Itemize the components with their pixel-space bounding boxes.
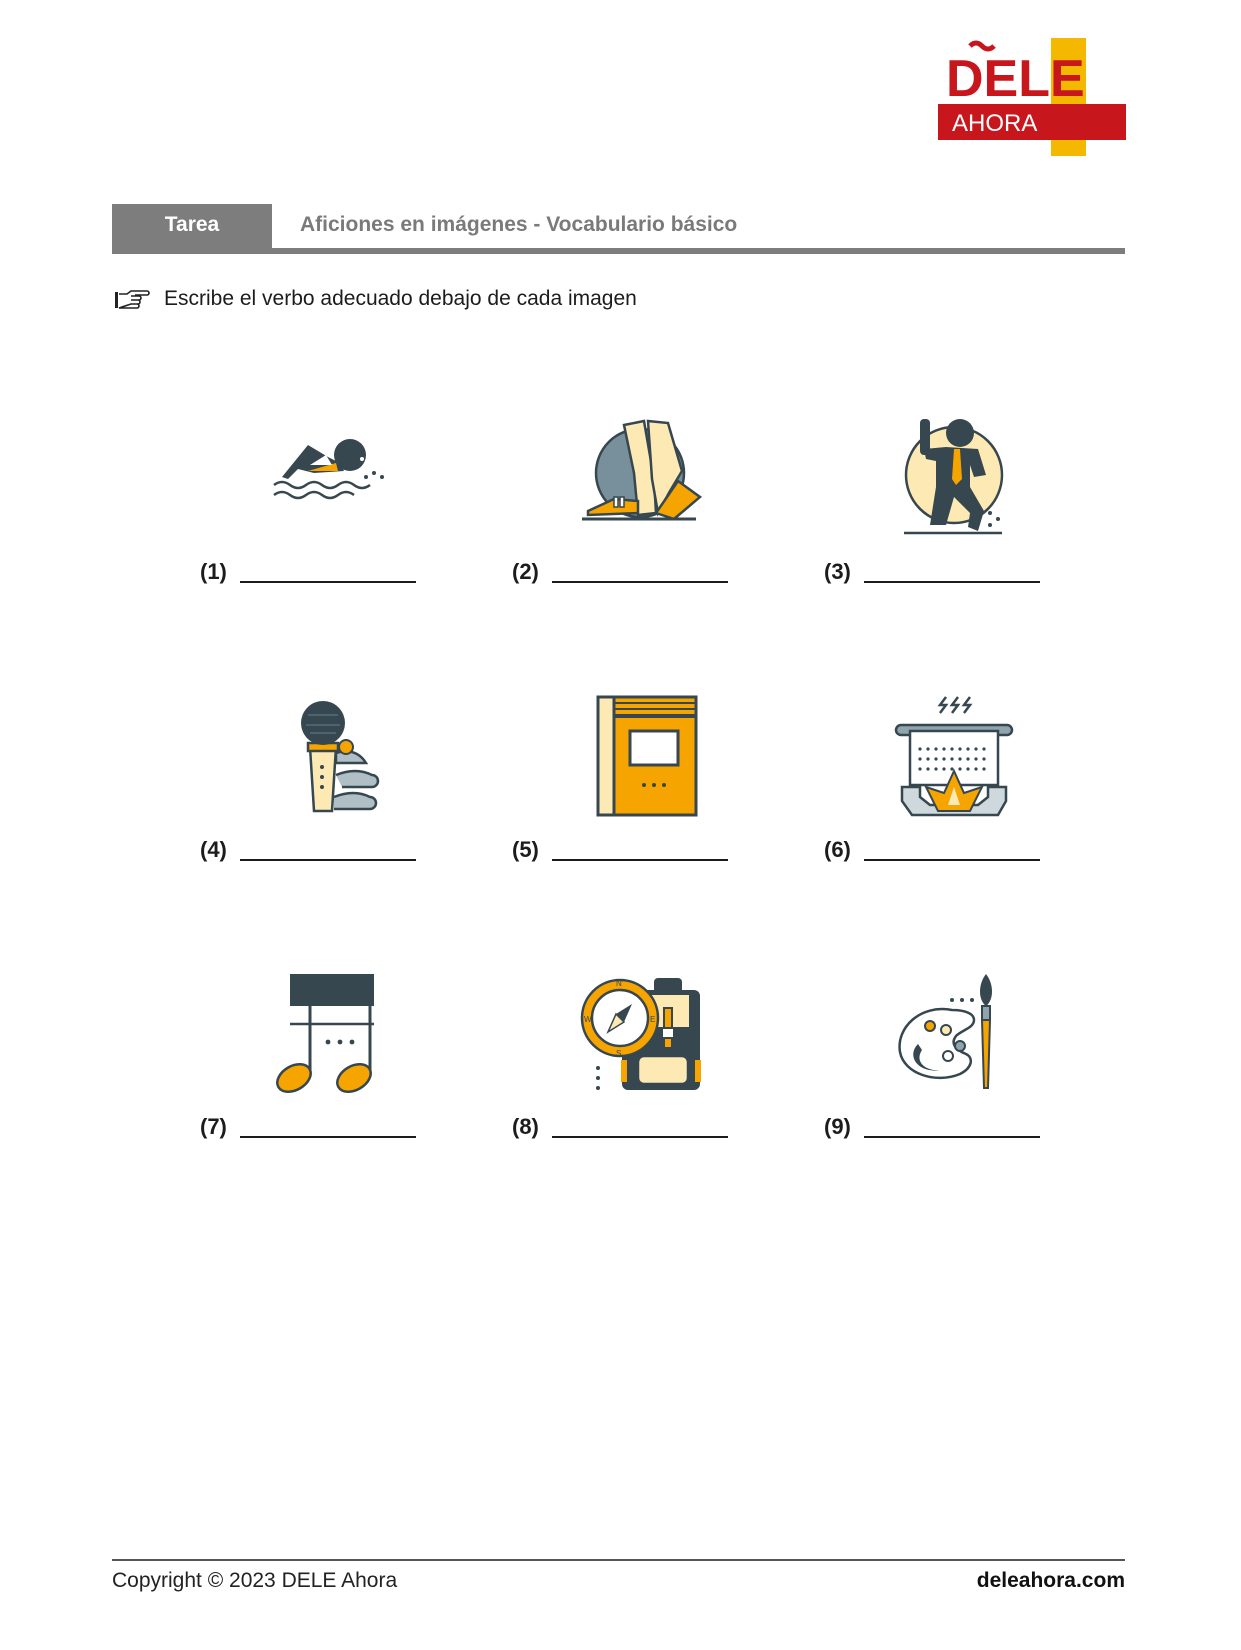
walking-legs-icon bbox=[578, 415, 706, 543]
exercise-item-1 bbox=[200, 415, 450, 615]
item-number: (2) bbox=[512, 559, 539, 584]
paint-palette-icon bbox=[890, 970, 1018, 1098]
item-number: (6) bbox=[824, 837, 851, 862]
answer-line[interactable] bbox=[864, 581, 1040, 583]
exercise-item-5 bbox=[512, 693, 762, 893]
task-tab-label: Tarea bbox=[112, 204, 272, 254]
svg-text:W: W bbox=[584, 1015, 592, 1024]
compass-backpack-icon bbox=[578, 970, 706, 1098]
exercise-item-7 bbox=[200, 970, 450, 1170]
answer-line[interactable] bbox=[552, 1136, 728, 1138]
logo-brand: DELE bbox=[946, 50, 1085, 108]
task-header bbox=[112, 204, 1125, 254]
pointing-hand-icon bbox=[114, 288, 150, 310]
footer-website-link[interactable]: deleahora.com bbox=[976, 1569, 1125, 1592]
book-icon bbox=[578, 693, 706, 821]
answer-line[interactable] bbox=[552, 581, 728, 583]
exercise-item-8 bbox=[512, 970, 762, 1170]
item-number: (7) bbox=[200, 1114, 227, 1139]
item-number: (5) bbox=[512, 837, 539, 862]
answer-line[interactable] bbox=[240, 859, 416, 861]
svg-text:N: N bbox=[616, 979, 622, 988]
item-number: (8) bbox=[512, 1114, 539, 1139]
answer-line[interactable] bbox=[864, 859, 1040, 861]
item-number: (3) bbox=[824, 559, 851, 584]
header-divider bbox=[112, 248, 1125, 254]
instruction-text: Escribe el verbo adecuado debajo de cada imagen bbox=[164, 287, 637, 310]
exercise-item-4 bbox=[200, 693, 450, 893]
task-title: Aficiones en imágenes - Vocabulario básico bbox=[300, 213, 738, 236]
item-number: (1) bbox=[200, 559, 227, 584]
cooking-pot-icon bbox=[890, 693, 1018, 821]
footer-divider bbox=[112, 1559, 1125, 1561]
exercise-item-9 bbox=[824, 970, 1074, 1170]
swimmer-icon bbox=[266, 415, 394, 543]
exercise-item-2 bbox=[512, 415, 762, 615]
microphone-icon bbox=[266, 693, 394, 821]
exercise-item-6 bbox=[824, 693, 1074, 893]
exercise-item-3 bbox=[824, 415, 1074, 615]
dele-ahora-logo bbox=[938, 38, 1126, 156]
dancer-icon bbox=[890, 415, 1018, 543]
answer-line[interactable] bbox=[240, 581, 416, 583]
item-number: (4) bbox=[200, 837, 227, 862]
item-number: (9) bbox=[824, 1114, 851, 1139]
footer-copyright: Copyright © 2023 DELE Ahora bbox=[112, 1569, 398, 1592]
svg-text:S: S bbox=[616, 1049, 622, 1058]
answer-line[interactable] bbox=[864, 1136, 1040, 1138]
music-note-icon bbox=[266, 970, 394, 1098]
answer-line[interactable] bbox=[552, 859, 728, 861]
logo-tagline: AHORA bbox=[952, 110, 1038, 137]
answer-line[interactable] bbox=[240, 1136, 416, 1138]
svg-text:E: E bbox=[650, 1015, 656, 1024]
